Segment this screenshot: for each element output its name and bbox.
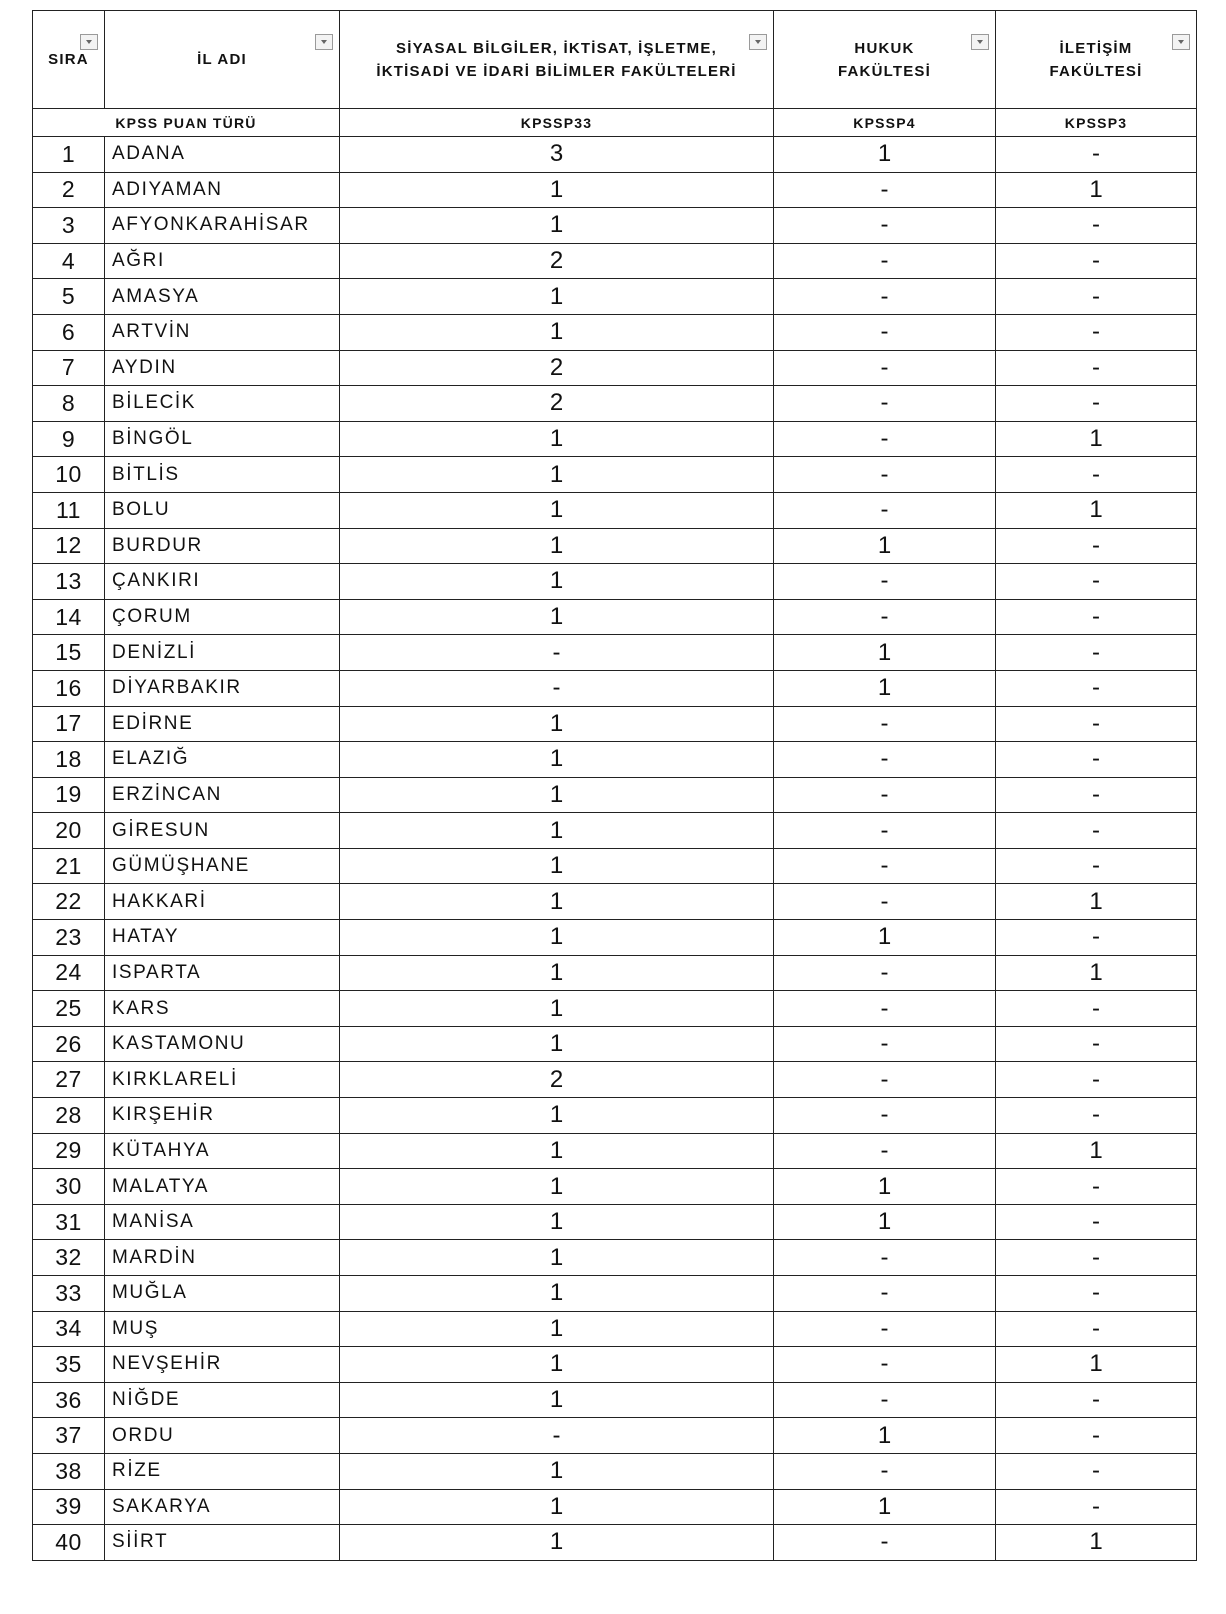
table-row	[33, 670, 1197, 706]
cell-sbf: 1	[340, 848, 774, 884]
cell-hukuk: -	[774, 777, 996, 813]
cell-sira: 23	[33, 920, 105, 956]
cell-il-adi: ORDU	[105, 1418, 340, 1454]
cell-sira: 25	[33, 991, 105, 1027]
filter-dropdown-icon[interactable]	[80, 34, 98, 50]
table-row	[33, 1453, 1197, 1489]
cell-iletisim: -	[996, 1311, 1197, 1347]
cell-sbf: 1	[340, 813, 774, 849]
cell-iletisim: -	[996, 528, 1197, 564]
cell-il-adi: ELAZIĞ	[105, 742, 340, 778]
cell-iletisim: -	[996, 314, 1197, 350]
cell-sira: 8	[33, 386, 105, 422]
table-row	[33, 991, 1197, 1027]
filter-dropdown-icon[interactable]	[971, 34, 989, 50]
cell-sira: 18	[33, 742, 105, 778]
table-body	[33, 137, 1197, 1561]
cell-hukuk: 1	[774, 137, 996, 173]
cell-iletisim: -	[996, 1453, 1197, 1489]
cell-hukuk: -	[774, 172, 996, 208]
cell-sira: 37	[33, 1418, 105, 1454]
cell-sbf: 2	[340, 243, 774, 279]
cell-sbf: 1	[340, 884, 774, 920]
cell-hukuk: -	[774, 1347, 996, 1383]
table-row	[33, 314, 1197, 350]
cell-sbf: 3	[340, 137, 774, 173]
cell-hukuk: -	[774, 599, 996, 635]
cell-sbf: 2	[340, 350, 774, 386]
filter-dropdown-icon[interactable]	[315, 34, 333, 50]
cell-iletisim: -	[996, 208, 1197, 244]
cell-sbf: 1	[340, 1240, 774, 1276]
cell-iletisim: -	[996, 1382, 1197, 1418]
cell-iletisim: 1	[996, 1133, 1197, 1169]
column-header-hukuk-line1: HUKUK	[854, 39, 915, 57]
cell-hukuk: 1	[774, 1418, 996, 1454]
cell-hukuk: -	[774, 1133, 996, 1169]
cell-iletisim: -	[996, 670, 1197, 706]
cell-il-adi: AFYONKARAHİSAR	[105, 208, 340, 244]
table-row	[33, 492, 1197, 528]
cell-sira: 36	[33, 1382, 105, 1418]
cell-iletisim: -	[996, 920, 1197, 956]
table-row	[33, 279, 1197, 315]
column-header-sira	[33, 11, 105, 109]
cell-iletisim: -	[996, 564, 1197, 600]
column-header-iletisim	[996, 11, 1197, 109]
cell-il-adi: MALATYA	[105, 1169, 340, 1205]
cell-sbf: 1	[340, 172, 774, 208]
cell-hukuk: -	[774, 208, 996, 244]
cell-iletisim: -	[996, 635, 1197, 671]
cell-iletisim: -	[996, 457, 1197, 493]
cell-hukuk: -	[774, 991, 996, 1027]
cell-sira: 2	[33, 172, 105, 208]
column-header-sbf-line1: SİYASAL BİLGİLER, İKTİSAT, İŞLETME,	[396, 39, 717, 57]
cell-sira: 13	[33, 564, 105, 600]
table-row	[33, 1418, 1197, 1454]
cell-sira: 12	[33, 528, 105, 564]
cell-il-adi: DENİZLİ	[105, 635, 340, 671]
cell-il-adi: ARTVİN	[105, 314, 340, 350]
cell-iletisim: -	[996, 813, 1197, 849]
cell-sbf: 1	[340, 208, 774, 244]
table-row	[33, 1525, 1197, 1561]
filter-dropdown-icon[interactable]	[1172, 34, 1190, 50]
cell-sira: 9	[33, 421, 105, 457]
cell-sbf: 1	[340, 1453, 774, 1489]
cell-iletisim: 1	[996, 1347, 1197, 1383]
cell-iletisim: -	[996, 1204, 1197, 1240]
column-header-hukuk	[774, 11, 996, 109]
cell-il-adi: AĞRI	[105, 243, 340, 279]
cell-hukuk: 1	[774, 670, 996, 706]
cell-il-adi: GÜMÜŞHANE	[105, 848, 340, 884]
cell-sira: 1	[33, 137, 105, 173]
table-row	[33, 1276, 1197, 1312]
cell-iletisim: -	[996, 1062, 1197, 1098]
table-row	[33, 1204, 1197, 1240]
cell-hukuk: 1	[774, 1169, 996, 1205]
cell-hukuk: -	[774, 1026, 996, 1062]
cell-iletisim: 1	[996, 421, 1197, 457]
cell-sbf: -	[340, 635, 774, 671]
column-header-il-adi-label: İL ADI	[197, 51, 247, 68]
cell-sira: 39	[33, 1489, 105, 1525]
cell-sbf: 1	[340, 421, 774, 457]
cell-sira: 19	[33, 777, 105, 813]
cell-hukuk: -	[774, 1453, 996, 1489]
column-header-hukuk-line2: FAKÜLTESİ	[837, 62, 932, 80]
cell-hukuk: -	[774, 386, 996, 422]
table-row	[33, 1062, 1197, 1098]
score-type-sbf: KPSSP33	[340, 109, 774, 137]
cell-hukuk: 1	[774, 920, 996, 956]
table-row	[33, 421, 1197, 457]
table-row	[33, 208, 1197, 244]
cell-iletisim: -	[996, 350, 1197, 386]
cell-il-adi: KÜTAHYA	[105, 1133, 340, 1169]
table-row	[33, 920, 1197, 956]
province-quota-table	[32, 10, 1197, 1561]
score-type-hukuk: KPSSP4	[774, 109, 996, 137]
table-row	[33, 706, 1197, 742]
cell-sira: 4	[33, 243, 105, 279]
score-type-row	[33, 109, 1197, 137]
cell-sira: 26	[33, 1026, 105, 1062]
cell-il-adi: ADIYAMAN	[105, 172, 340, 208]
table-row	[33, 386, 1197, 422]
cell-sbf: 1	[340, 599, 774, 635]
header-row	[33, 11, 1197, 109]
cell-iletisim: 1	[996, 1525, 1197, 1561]
cell-iletisim: 1	[996, 955, 1197, 991]
cell-iletisim: -	[996, 137, 1197, 173]
cell-il-adi: NEVŞEHİR	[105, 1347, 340, 1383]
cell-sbf: 1	[340, 777, 774, 813]
table-row	[33, 955, 1197, 991]
cell-hukuk: -	[774, 1062, 996, 1098]
cell-il-adi: ADANA	[105, 137, 340, 173]
cell-hukuk: -	[774, 350, 996, 386]
column-header-sira-label: SIRA	[48, 51, 89, 68]
cell-il-adi: KARS	[105, 991, 340, 1027]
column-header-sbf-line2: İKTİSADİ VE İDARİ BİLİMLER FAKÜLTELERİ	[376, 62, 737, 80]
table-row	[33, 350, 1197, 386]
cell-iletisim: 1	[996, 172, 1197, 208]
table-row	[33, 1240, 1197, 1276]
cell-sira: 15	[33, 635, 105, 671]
cell-hukuk: -	[774, 421, 996, 457]
cell-il-adi: MUĞLA	[105, 1276, 340, 1312]
column-header-sbf	[340, 11, 774, 109]
cell-il-adi: BİLECİK	[105, 386, 340, 422]
cell-il-adi: SAKARYA	[105, 1489, 340, 1525]
cell-iletisim: -	[996, 386, 1197, 422]
cell-sbf: 1	[340, 1382, 774, 1418]
cell-iletisim: -	[996, 1418, 1197, 1454]
table-row	[33, 1347, 1197, 1383]
cell-iletisim: -	[996, 742, 1197, 778]
cell-hukuk: -	[774, 884, 996, 920]
cell-hukuk: -	[774, 706, 996, 742]
cell-sbf: -	[340, 670, 774, 706]
table-row	[33, 243, 1197, 279]
cell-hukuk: -	[774, 243, 996, 279]
cell-sbf: 1	[340, 1169, 774, 1205]
cell-hukuk: -	[774, 955, 996, 991]
cell-hukuk: 1	[774, 1489, 996, 1525]
cell-sbf: 1	[340, 742, 774, 778]
cell-hukuk: 1	[774, 635, 996, 671]
cell-il-adi: EDİRNE	[105, 706, 340, 742]
cell-sira: 40	[33, 1525, 105, 1561]
table-row	[33, 564, 1197, 600]
cell-iletisim: -	[996, 1098, 1197, 1134]
cell-hukuk: -	[774, 742, 996, 778]
cell-sbf: 1	[340, 920, 774, 956]
cell-sbf: 2	[340, 1062, 774, 1098]
cell-sbf: 1	[340, 1204, 774, 1240]
cell-hukuk: -	[774, 1382, 996, 1418]
cell-il-adi: MARDİN	[105, 1240, 340, 1276]
cell-sira: 11	[33, 492, 105, 528]
table-row	[33, 1026, 1197, 1062]
table-row	[33, 137, 1197, 173]
cell-il-adi: NİĞDE	[105, 1382, 340, 1418]
cell-sira: 32	[33, 1240, 105, 1276]
cell-il-adi: HAKKARİ	[105, 884, 340, 920]
cell-sbf: 1	[340, 1311, 774, 1347]
cell-sbf: 1	[340, 1489, 774, 1525]
table-row	[33, 528, 1197, 564]
score-type-iletisim: KPSSP3	[996, 109, 1197, 137]
table-row	[33, 1382, 1197, 1418]
cell-sbf: 1	[340, 1098, 774, 1134]
cell-sira: 31	[33, 1204, 105, 1240]
cell-il-adi: BİTLİS	[105, 457, 340, 493]
table-row	[33, 813, 1197, 849]
column-header-il-adi	[105, 11, 340, 109]
cell-hukuk: -	[774, 813, 996, 849]
cell-il-adi: ÇORUM	[105, 599, 340, 635]
cell-sira: 14	[33, 599, 105, 635]
cell-hukuk: 1	[774, 1204, 996, 1240]
table-row	[33, 1489, 1197, 1525]
cell-iletisim: -	[996, 1026, 1197, 1062]
cell-iletisim: -	[996, 599, 1197, 635]
cell-sira: 3	[33, 208, 105, 244]
table-row	[33, 884, 1197, 920]
cell-il-adi: SİİRT	[105, 1525, 340, 1561]
cell-il-adi: RİZE	[105, 1453, 340, 1489]
cell-sbf: 1	[340, 1347, 774, 1383]
cell-sbf: 1	[340, 564, 774, 600]
cell-sbf: 1	[340, 279, 774, 315]
column-header-iletisim-line1: İLETİŞİM	[1059, 39, 1133, 57]
cell-hukuk: -	[774, 314, 996, 350]
cell-sira: 34	[33, 1311, 105, 1347]
table-row	[33, 742, 1197, 778]
cell-iletisim: -	[996, 1169, 1197, 1205]
cell-il-adi: GİRESUN	[105, 813, 340, 849]
cell-sbf: 1	[340, 955, 774, 991]
table-row	[33, 635, 1197, 671]
cell-sbf: 1	[340, 457, 774, 493]
column-header-iletisim-line2: FAKÜLTESİ	[1049, 62, 1143, 80]
table-row	[33, 1169, 1197, 1205]
cell-iletisim: 1	[996, 492, 1197, 528]
cell-sira: 17	[33, 706, 105, 742]
cell-sbf: 1	[340, 1525, 774, 1561]
cell-hukuk: -	[774, 279, 996, 315]
cell-sbf: 2	[340, 386, 774, 422]
cell-iletisim: -	[996, 1240, 1197, 1276]
cell-iletisim: -	[996, 777, 1197, 813]
cell-sira: 16	[33, 670, 105, 706]
cell-iletisim: -	[996, 1276, 1197, 1312]
table-row	[33, 777, 1197, 813]
cell-hukuk: -	[774, 564, 996, 600]
cell-sbf: 1	[340, 1133, 774, 1169]
cell-iletisim: -	[996, 243, 1197, 279]
cell-hukuk: -	[774, 1311, 996, 1347]
cell-il-adi: MANİSA	[105, 1204, 340, 1240]
cell-il-adi: BİNGÖL	[105, 421, 340, 457]
cell-il-adi: ISPARTA	[105, 955, 340, 991]
cell-iletisim: -	[996, 848, 1197, 884]
cell-sira: 10	[33, 457, 105, 493]
cell-hukuk: -	[774, 1276, 996, 1312]
cell-il-adi: KIRKLARELİ	[105, 1062, 340, 1098]
table-row	[33, 848, 1197, 884]
cell-il-adi: BURDUR	[105, 528, 340, 564]
table-row	[33, 1311, 1197, 1347]
cell-sira: 28	[33, 1098, 105, 1134]
cell-il-adi: KIRŞEHİR	[105, 1098, 340, 1134]
cell-il-adi: AYDIN	[105, 350, 340, 386]
filter-dropdown-icon[interactable]	[749, 34, 767, 50]
cell-iletisim: -	[996, 991, 1197, 1027]
cell-il-adi: DİYARBAKIR	[105, 670, 340, 706]
table-row	[33, 172, 1197, 208]
cell-sira: 33	[33, 1276, 105, 1312]
cell-hukuk: -	[774, 1098, 996, 1134]
cell-sbf: 1	[340, 991, 774, 1027]
cell-sbf: 1	[340, 528, 774, 564]
table-row	[33, 457, 1197, 493]
cell-sbf: -	[340, 1418, 774, 1454]
cell-hukuk: -	[774, 848, 996, 884]
table-row	[33, 1098, 1197, 1134]
cell-sira: 30	[33, 1169, 105, 1205]
cell-hukuk: -	[774, 492, 996, 528]
score-type-label: KPSS PUAN TÜRÜ	[33, 109, 340, 137]
cell-sbf: 1	[340, 314, 774, 350]
cell-iletisim: -	[996, 279, 1197, 315]
cell-sira: 6	[33, 314, 105, 350]
cell-il-adi: ERZİNCAN	[105, 777, 340, 813]
cell-hukuk: -	[774, 457, 996, 493]
cell-sira: 22	[33, 884, 105, 920]
cell-il-adi: MUŞ	[105, 1311, 340, 1347]
cell-hukuk: -	[774, 1525, 996, 1561]
cell-sbf: 1	[340, 706, 774, 742]
cell-sira: 38	[33, 1453, 105, 1489]
cell-sira: 24	[33, 955, 105, 991]
cell-sira: 27	[33, 1062, 105, 1098]
cell-sbf: 1	[340, 1026, 774, 1062]
cell-hukuk: -	[774, 1240, 996, 1276]
cell-sbf: 1	[340, 492, 774, 528]
cell-il-adi: AMASYA	[105, 279, 340, 315]
cell-iletisim: -	[996, 1489, 1197, 1525]
cell-sira: 35	[33, 1347, 105, 1383]
cell-iletisim: 1	[996, 884, 1197, 920]
cell-hukuk: 1	[774, 528, 996, 564]
cell-il-adi: KASTAMONU	[105, 1026, 340, 1062]
table-row	[33, 1133, 1197, 1169]
cell-iletisim: -	[996, 706, 1197, 742]
table-row	[33, 599, 1197, 635]
cell-sira: 29	[33, 1133, 105, 1169]
cell-sira: 21	[33, 848, 105, 884]
cell-il-adi: BOLU	[105, 492, 340, 528]
cell-il-adi: ÇANKIRI	[105, 564, 340, 600]
cell-sira: 7	[33, 350, 105, 386]
cell-sbf: 1	[340, 1276, 774, 1312]
cell-sira: 20	[33, 813, 105, 849]
cell-il-adi: HATAY	[105, 920, 340, 956]
cell-sira: 5	[33, 279, 105, 315]
